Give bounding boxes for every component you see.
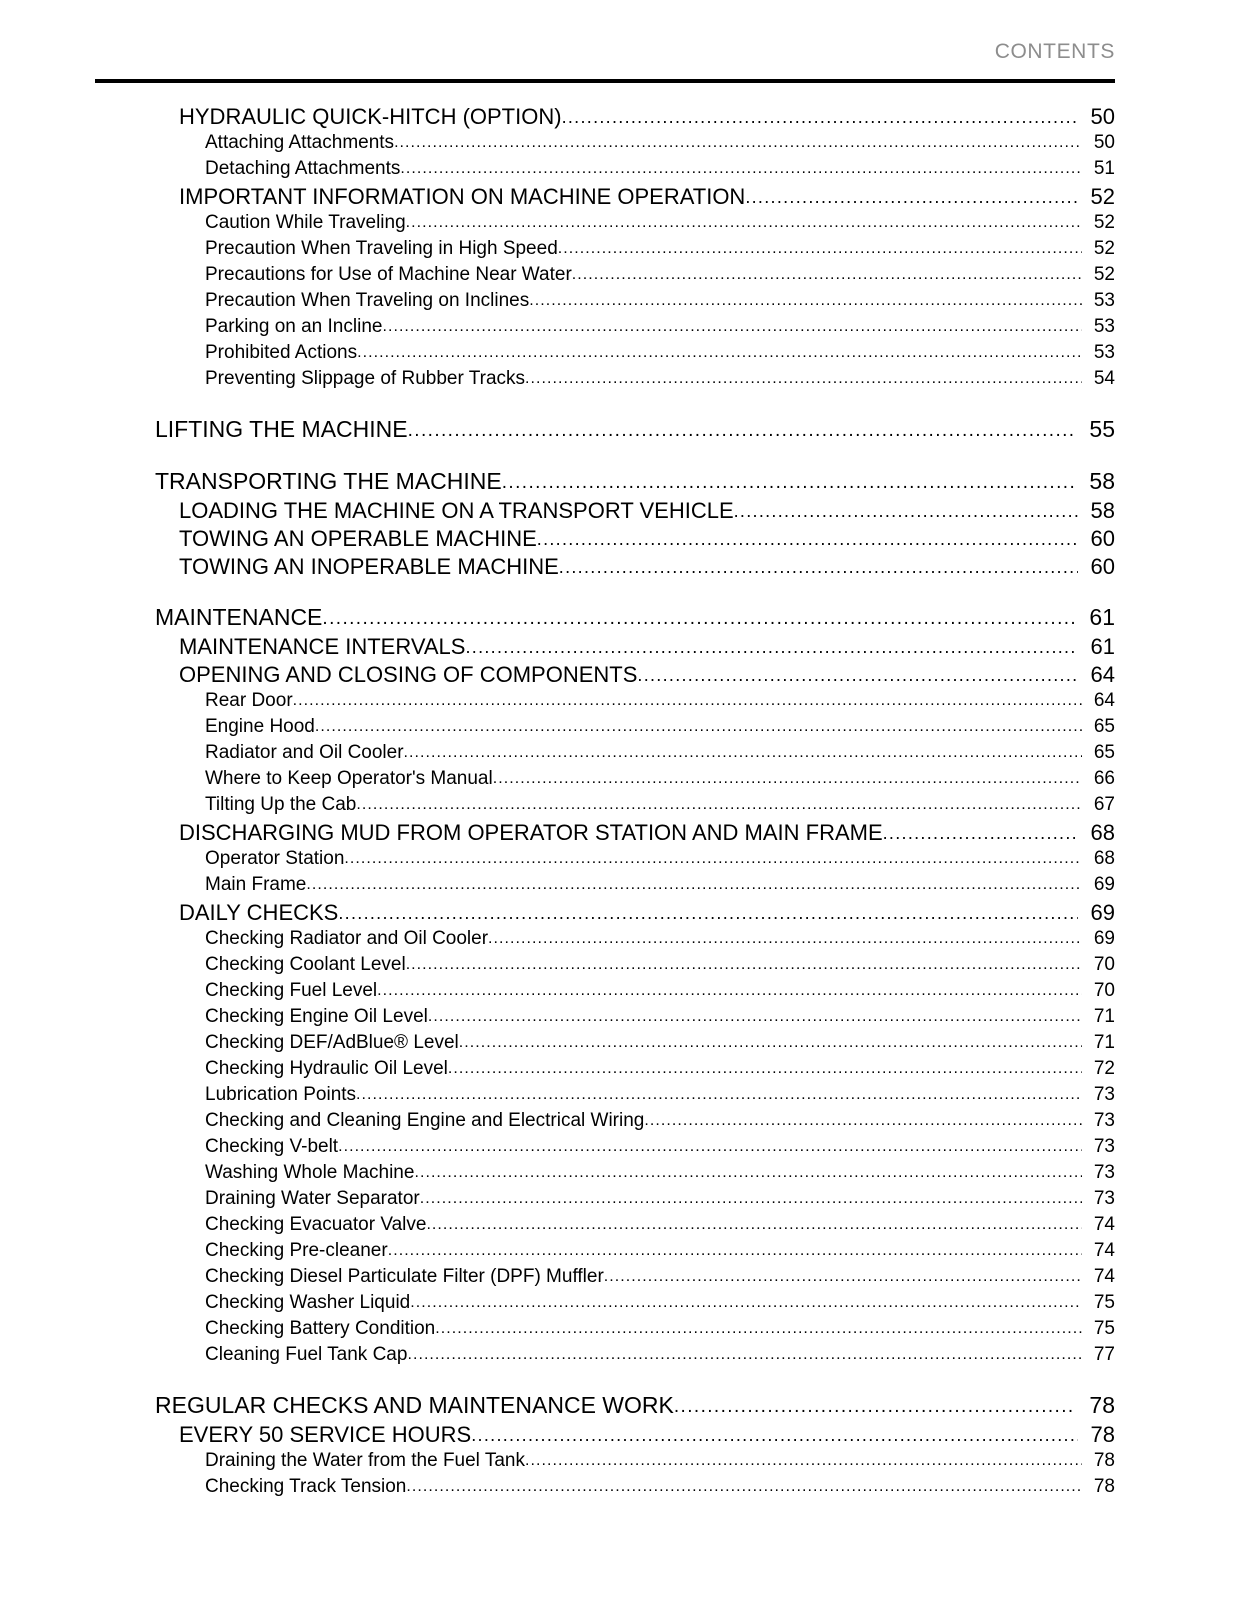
toc-entry-level-2[interactable]: [95, 184, 1115, 212]
toc-dot-leader: [572, 267, 1082, 283]
toc-entry-label: Checking DEF/AdBlue® Level: [205, 1032, 459, 1053]
running-header: [95, 40, 1115, 64]
toc-entry-page-number: 67: [1093, 794, 1115, 815]
toc-dot-leader: [525, 371, 1082, 387]
toc-entry-level-3[interactable]: [95, 1240, 1115, 1266]
toc-dot-leader: [420, 1191, 1082, 1207]
toc-entry-label: MAINTENANCE INTERVALS: [179, 634, 466, 659]
toc-entry-page-number: 74: [1093, 1214, 1115, 1235]
toc-dot-leader: [529, 293, 1082, 309]
toc-entry-page-number: 68: [1090, 820, 1115, 845]
toc-entry-page-number: 50: [1093, 132, 1115, 153]
toc-dot-leader: [407, 1347, 1082, 1363]
toc-entry-page-number: 73: [1093, 1084, 1115, 1105]
toc-entry-page-number: 55: [1089, 416, 1115, 442]
toc-entry-level-3[interactable]: [95, 954, 1115, 980]
toc-entry-page-number: 70: [1093, 954, 1115, 975]
toc-entry-page-number: 74: [1093, 1240, 1115, 1261]
toc-dot-leader: [471, 1426, 1078, 1444]
toc-entry-label: Checking and Cleaning Engine and Electrical Wiring: [205, 1110, 645, 1131]
toc-dot-leader: [356, 797, 1082, 813]
toc-entry-level-3[interactable]: [95, 264, 1115, 290]
toc-entry-page-number: 65: [1093, 716, 1115, 737]
toc-entry-label: DISCHARGING MUD FROM OPERATOR STATION AND MAIN FRAME: [179, 820, 883, 845]
toc-entry-level-3[interactable]: [95, 1214, 1115, 1240]
toc-entry-level-3[interactable]: [95, 1318, 1115, 1344]
toc-dot-leader: [559, 558, 1078, 576]
toc-entry-label: TOWING AN OPERABLE MACHINE: [179, 526, 537, 551]
toc-entry-level-2[interactable]: [95, 900, 1115, 928]
toc-entry-level-3[interactable]: [95, 1344, 1115, 1370]
toc-entry-page-number: 53: [1093, 290, 1115, 311]
toc-dot-leader: [537, 530, 1078, 548]
section-gap: [0, 1370, 1236, 1392]
toc-entry-page-number: 73: [1093, 1110, 1115, 1131]
toc-dot-leader: [338, 1139, 1082, 1155]
toc-entry-page-number: 52: [1090, 184, 1115, 209]
toc-dot-leader: [356, 1087, 1082, 1103]
toc-entry-level-2[interactable]: [95, 104, 1115, 132]
toc-entry-page-number: 53: [1093, 316, 1115, 337]
header-title: CONTENTS: [994, 40, 1115, 63]
toc-dot-leader: [293, 693, 1082, 709]
toc-dot-leader: [525, 1453, 1082, 1469]
toc-entry-label: Parking on an Incline: [205, 316, 383, 337]
toc-entry-label: Checking Track Tension: [205, 1476, 407, 1497]
toc-entry-level-3[interactable]: [95, 1136, 1115, 1162]
toc-dot-leader: [400, 161, 1082, 177]
toc-entry-label: Precaution When Traveling in High Speed: [205, 238, 558, 259]
toc-entry-page-number: 69: [1093, 928, 1115, 949]
toc-entry-page-number: 69: [1093, 874, 1115, 895]
toc-entry-label: Checking Engine Oil Level: [205, 1006, 428, 1027]
toc-entry-label: Checking Fuel Level: [205, 980, 378, 1001]
toc-entry-label: Attaching Attachments: [205, 132, 395, 153]
toc-entry-label: Rear Door: [205, 690, 293, 711]
toc-dot-leader: [488, 931, 1082, 947]
toc-entry-page-number: 64: [1090, 662, 1115, 687]
toc-dot-leader: [637, 666, 1078, 684]
toc-dot-leader: [406, 215, 1082, 231]
toc-entry-page-number: 73: [1093, 1162, 1115, 1183]
toc-entry-page-number: 74: [1093, 1266, 1115, 1287]
toc-entry-level-3[interactable]: [95, 1188, 1115, 1214]
toc-entry-page-number: 54: [1093, 368, 1115, 389]
toc-entry-level-3[interactable]: [95, 368, 1115, 394]
toc-entry-level-3[interactable]: [95, 874, 1115, 900]
toc-entry-level-2[interactable]: [95, 1422, 1115, 1450]
toc-entry-label: OPENING AND CLOSING OF COMPONENTS: [179, 662, 638, 687]
toc-entry-level-3[interactable]: [95, 768, 1115, 794]
toc-entry-level-3[interactable]: [95, 716, 1115, 742]
toc-dot-leader: [674, 1397, 1076, 1416]
toc-entry-label: Caution While Traveling: [205, 212, 406, 233]
toc-entry-page-number: 53: [1093, 342, 1115, 363]
toc-entry-page-number: 51: [1093, 158, 1115, 179]
toc-entry-label: MAINTENANCE: [155, 604, 323, 630]
toc-entry-label: Prohibited Actions: [205, 342, 358, 363]
toc-entry-level-3[interactable]: [95, 238, 1115, 264]
toc-entry-level-1[interactable]: [95, 416, 1115, 446]
toc-entry-level-3[interactable]: [95, 1476, 1115, 1502]
toc-entry-label: Precautions for Use of Machine Near Water: [205, 264, 572, 285]
toc-entry-label: Checking Radiator and Oil Cooler: [205, 928, 489, 949]
toc-dot-leader: [465, 638, 1078, 656]
toc-entry-page-number: 75: [1093, 1318, 1115, 1339]
table-of-contents: [0, 104, 1236, 1502]
toc-entry-level-3[interactable]: [95, 1266, 1115, 1292]
toc-dot-leader: [388, 1243, 1082, 1259]
toc-dot-leader: [745, 188, 1078, 206]
toc-entry-page-number: 66: [1093, 768, 1115, 789]
toc-dot-leader: [426, 1217, 1082, 1233]
toc-entry-level-1[interactable]: [95, 604, 1115, 634]
toc-entry-level-2[interactable]: [95, 820, 1115, 848]
section-gap: [0, 394, 1236, 416]
toc-entry-label: Lubrication Points: [205, 1084, 357, 1105]
toc-entry-label: LOADING THE MACHINE ON A TRANSPORT VEHICLE: [179, 498, 734, 523]
toc-dot-leader: [315, 719, 1082, 735]
toc-entry-label: HYDRAULIC QUICK-HITCH (OPTION): [179, 104, 562, 129]
toc-entry-level-3[interactable]: [95, 1006, 1115, 1032]
toc-entry-level-3[interactable]: [95, 212, 1115, 238]
toc-entry-level-2[interactable]: [95, 554, 1115, 582]
toc-entry-page-number: 50: [1090, 104, 1115, 129]
toc-dot-leader: [382, 319, 1082, 335]
toc-entry-label: Checking V-belt: [205, 1136, 339, 1157]
section-gap: [0, 446, 1236, 468]
toc-entry-label: Precaution When Traveling on Inclines: [205, 290, 530, 311]
toc-entry-page-number: 78: [1089, 1392, 1115, 1418]
toc-entry-level-3[interactable]: [95, 1058, 1115, 1084]
toc-entry-level-3[interactable]: [95, 742, 1115, 768]
toc-entry-page-number: 78: [1093, 1476, 1115, 1497]
toc-entry-label: TOWING AN INOPERABLE MACHINE: [179, 554, 559, 579]
section-gap: [0, 582, 1236, 604]
toc-entry-page-number: 73: [1093, 1136, 1115, 1157]
toc-entry-page-number: 77: [1093, 1344, 1115, 1365]
toc-entry-page-number: 70: [1093, 980, 1115, 1001]
toc-entry-page-number: 61: [1090, 634, 1115, 659]
toc-entry-page-number: 73: [1093, 1188, 1115, 1209]
toc-entry-page-number: 65: [1093, 742, 1115, 763]
toc-dot-leader: [558, 241, 1082, 257]
toc-entry-level-1[interactable]: [95, 1392, 1115, 1422]
toc-dot-leader: [883, 824, 1078, 842]
toc-entry-page-number: 52: [1093, 264, 1115, 285]
toc-dot-leader: [410, 1295, 1082, 1311]
toc-entry-page-number: 75: [1093, 1292, 1115, 1313]
toc-entry-page-number: 64: [1093, 690, 1115, 711]
toc-entry-label: Engine Hood: [205, 716, 315, 737]
toc-dot-leader: [344, 851, 1082, 867]
toc-entry-page-number: 60: [1090, 526, 1115, 551]
toc-entry-page-number: 78: [1093, 1450, 1115, 1471]
toc-dot-leader: [734, 502, 1078, 520]
toc-entry-page-number: 52: [1093, 212, 1115, 233]
toc-entry-label: Preventing Slippage of Rubber Tracks: [205, 368, 526, 389]
toc-dot-leader: [562, 108, 1078, 126]
toc-dot-leader: [428, 1009, 1082, 1025]
toc-dot-leader: [394, 135, 1082, 151]
toc-entry-label: Checking Pre-cleaner: [205, 1240, 388, 1261]
toc-dot-leader: [406, 957, 1082, 973]
toc-entry-label: Detaching Attachments: [205, 158, 401, 179]
toc-entry-level-2[interactable]: [95, 526, 1115, 554]
toc-entry-level-3[interactable]: [95, 1110, 1115, 1136]
toc-entry-page-number: 71: [1093, 1032, 1115, 1053]
toc-entry-label: TRANSPORTING THE MACHINE: [155, 468, 502, 494]
toc-entry-level-3[interactable]: [95, 1450, 1115, 1476]
toc-entry-page-number: 58: [1089, 468, 1115, 494]
toc-entry-level-3[interactable]: [95, 928, 1115, 954]
toc-dot-leader: [435, 1321, 1082, 1337]
toc-entry-label: Draining Water Separator: [205, 1188, 420, 1209]
toc-entry-level-2[interactable]: [95, 662, 1115, 690]
toc-entry-level-3[interactable]: [95, 690, 1115, 716]
toc-entry-label: Checking Coolant Level: [205, 954, 406, 975]
toc-entry-label: Tilting Up the Cab: [205, 794, 357, 815]
toc-entry-level-3[interactable]: [95, 1032, 1115, 1058]
toc-dot-leader: [406, 1479, 1082, 1495]
header-divider: [95, 79, 1115, 83]
toc-entry-label: Where to Keep Operator's Manual: [205, 768, 493, 789]
toc-entry-level-3[interactable]: [95, 794, 1115, 820]
toc-dot-leader: [459, 1035, 1082, 1051]
toc-entry-label: Checking Washer Liquid: [205, 1292, 411, 1313]
toc-dot-leader: [493, 771, 1082, 787]
toc-entry-level-3[interactable]: [95, 848, 1115, 874]
toc-entry-label: DAILY CHECKS: [179, 900, 339, 925]
toc-entry-page-number: 71: [1093, 1006, 1115, 1027]
toc-entry-level-3[interactable]: [95, 342, 1115, 368]
toc-entry-label: Draining the Water from the Fuel Tank: [205, 1450, 525, 1471]
toc-entry-page-number: 69: [1090, 900, 1115, 925]
toc-dot-leader: [357, 345, 1082, 361]
toc-entry-level-2[interactable]: [95, 498, 1115, 526]
toc-entry-level-3[interactable]: [95, 316, 1115, 342]
toc-entry-level-3[interactable]: [95, 158, 1115, 184]
toc-entry-level-3[interactable]: [95, 1292, 1115, 1318]
toc-entry-level-2[interactable]: [95, 634, 1115, 662]
toc-entry-page-number: 52: [1093, 238, 1115, 259]
toc-dot-leader: [306, 877, 1082, 893]
toc-entry-page-number: 72: [1093, 1058, 1115, 1079]
toc-entry-label: Radiator and Oil Cooler: [205, 742, 404, 763]
toc-entry-label: Checking Hydraulic Oil Level: [205, 1058, 448, 1079]
toc-dot-leader: [414, 1165, 1082, 1181]
toc-entry-label: REGULAR CHECKS AND MAINTENANCE WORK: [155, 1392, 674, 1418]
toc-dot-leader: [404, 745, 1082, 761]
toc-entry-label: IMPORTANT INFORMATION ON MACHINE OPERATION: [179, 184, 746, 209]
toc-dot-leader: [502, 473, 1076, 492]
toc-dot-leader: [322, 609, 1076, 628]
toc-dot-leader: [338, 904, 1078, 922]
toc-dot-leader: [644, 1113, 1082, 1129]
toc-dot-leader: [408, 421, 1076, 440]
toc-entry-page-number: 58: [1090, 498, 1115, 523]
toc-entry-label: Checking Diesel Particulate Filter (DPF) Muffler: [205, 1266, 604, 1287]
toc-entry-label: EVERY 50 SERVICE HOURS: [179, 1422, 472, 1447]
toc-entry-label: Checking Evacuator Valve: [205, 1214, 427, 1235]
toc-dot-leader: [377, 983, 1082, 999]
toc-entry-label: LIFTING THE MACHINE: [155, 416, 408, 442]
toc-entry-level-3[interactable]: [95, 290, 1115, 316]
toc-entry-page-number: 60: [1090, 554, 1115, 579]
toc-entry-level-3[interactable]: [95, 1162, 1115, 1188]
toc-entry-label: Washing Whole Machine: [205, 1162, 415, 1183]
toc-entry-page-number: 61: [1089, 604, 1115, 630]
toc-entry-level-1[interactable]: [95, 468, 1115, 498]
toc-entry-label: Main Frame: [205, 874, 307, 895]
toc-dot-leader: [604, 1269, 1082, 1285]
toc-entry-label: Checking Battery Condition: [205, 1318, 436, 1339]
toc-entry-page-number: 78: [1090, 1422, 1115, 1447]
toc-entry-label: Cleaning Fuel Tank Cap: [205, 1344, 408, 1365]
toc-entry-level-3[interactable]: [95, 132, 1115, 158]
toc-dot-leader: [448, 1061, 1082, 1077]
toc-entry-page-number: 68: [1093, 848, 1115, 869]
toc-entry-label: Operator Station: [205, 848, 345, 869]
toc-entry-level-3[interactable]: [95, 1084, 1115, 1110]
toc-entry-level-3[interactable]: [95, 980, 1115, 1006]
